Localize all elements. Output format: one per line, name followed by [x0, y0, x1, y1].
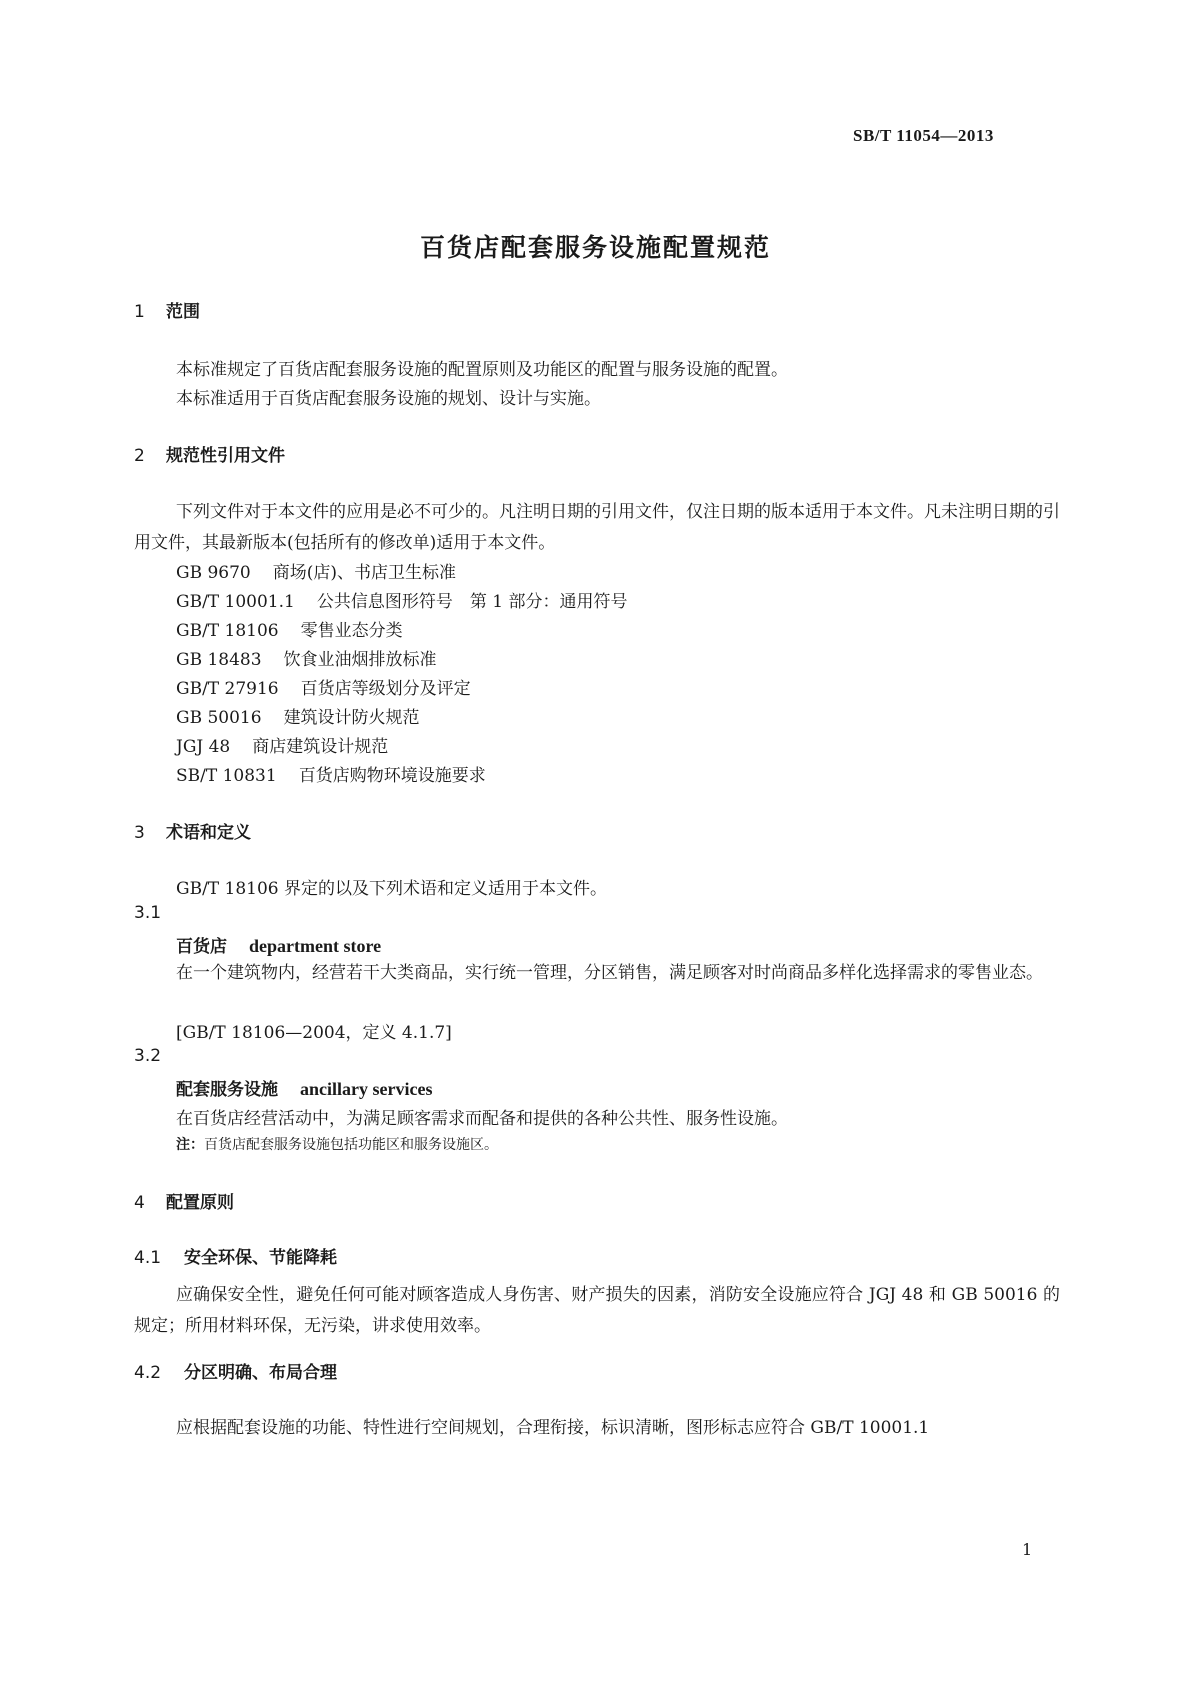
subsection-4-2-paragraph: 应根据配套设施的功能、特性进行空间规划，合理衔接，标识清晰，图形标志应符合 GB/T 10001.1 — [176, 1418, 930, 1438]
section-title: 范围 — [166, 302, 200, 322]
reference-title: 商场(店)、书店卫生标准 — [272, 563, 457, 583]
normative-reference — [176, 587, 627, 612]
normative-reference — [176, 761, 486, 786]
subsection-4-2-heading — [134, 1358, 337, 1383]
term-heading — [176, 932, 381, 957]
section-number: 1 — [134, 302, 145, 322]
section-1-paragraph-2: 本标准适用于百货店配套服务设施的规划、设计与实施。 — [176, 389, 601, 409]
note-label: 注： — [176, 1137, 204, 1153]
reference-title: 饮食业油烟排放标准 — [283, 650, 437, 670]
subsection-number: 4.1 — [134, 1248, 162, 1268]
subsection-title: 安全环保、节能降耗 — [184, 1248, 337, 1268]
term-number: 3.2 — [134, 1046, 162, 1066]
section-title: 规范性引用文件 — [166, 446, 285, 466]
term-english: ancillary services — [300, 1079, 433, 1099]
section-number: 4 — [134, 1193, 145, 1213]
reference-title: 建筑设计防火规范 — [283, 708, 420, 728]
normative-reference — [176, 674, 471, 699]
section-number: 2 — [134, 446, 145, 466]
term-source: [GB/T 18106—2004，定义 4.1.7] — [176, 1023, 452, 1043]
section-2-heading — [134, 441, 285, 466]
reference-title: 零售业态分类 — [300, 621, 403, 641]
section-3-heading — [134, 818, 251, 843]
section-title: 术语和定义 — [166, 823, 251, 843]
term-chinese: 百货店 — [176, 937, 227, 957]
term-note — [176, 1134, 498, 1154]
reference-code: GB/T 10001.1 — [176, 592, 295, 612]
document-title: 百货店配套服务设施配置规范 — [419, 233, 771, 262]
reference-code: JGJ 48 — [176, 737, 231, 757]
reference-title: 百货店购物环境设施要求 — [298, 766, 486, 786]
normative-reference — [176, 732, 388, 757]
subsection-4-1-paragraph: 应确保安全性，避免任何可能对顾客造成人身伤害、财产损失的因素，消防安全设施应符合 JGJ 48 和 GB 50016 的规定；所用材料环保，无污染，讲求使用效率。 — [134, 1285, 1060, 1336]
reference-title: 商店建筑设计规范 — [252, 737, 389, 757]
reference-code: GB 9670 — [176, 563, 251, 583]
subsection-4-1-heading — [134, 1243, 337, 1268]
term-heading — [176, 1075, 432, 1100]
subsection-number: 4.2 — [134, 1363, 162, 1383]
section-number: 3 — [134, 823, 145, 843]
reference-title: 公共信息图形符号 第 1 部分：通用符号 — [316, 592, 628, 612]
page-number: 1 — [1022, 1540, 1033, 1559]
section-1-paragraph-1: 本标准规定了百货店配套服务设施的配置原则及功能区的配置与服务设施的配置。 — [176, 360, 788, 380]
normative-reference — [176, 645, 437, 670]
term-definition: 在一个建筑物内，经营若干大类商品，实行统一管理，分区销售，满足顾客对时尚商品多样化选择需求的零售业态。 — [176, 963, 1043, 983]
normative-reference — [176, 616, 403, 641]
term-number: 3.1 — [134, 903, 162, 923]
section-title: 配置原则 — [166, 1193, 234, 1213]
normative-reference — [176, 558, 456, 583]
reference-title: 百货店等级划分及评定 — [300, 679, 471, 699]
term-english: department store — [249, 936, 382, 956]
note-text: 百货店配套服务设施包括功能区和服务设施区。 — [204, 1137, 498, 1153]
section-1-heading — [134, 297, 200, 322]
term-chinese: 配套服务设施 — [176, 1080, 278, 1100]
section-4-heading — [134, 1188, 234, 1213]
reference-code: SB/T 10831 — [176, 766, 277, 786]
subsection-title: 分区明确、布局合理 — [184, 1363, 337, 1383]
reference-code: GB 50016 — [176, 708, 262, 728]
normative-reference — [176, 703, 420, 728]
term-definition: 在百货店经营活动中，为满足顾客需求而配备和提供的各种公共性、服务性设施。 — [176, 1109, 788, 1129]
reference-code: GB 18483 — [176, 650, 262, 670]
reference-code: GB/T 27916 — [176, 679, 279, 699]
document-code: SB/T 11054—2013 — [853, 126, 994, 145]
reference-code: GB/T 18106 — [176, 621, 279, 641]
section-3-intro: GB/T 18106 界定的以及下列术语和定义适用于本文件。 — [176, 879, 608, 899]
section-2-intro: 下列文件对于本文件的应用是必不可少的。凡注明日期的引用文件，仅注日期的版本适用于本文件。凡未注明日期的引用文件，其最新版本(包括所有的修改单)适用于本文件。 — [134, 502, 1060, 553]
